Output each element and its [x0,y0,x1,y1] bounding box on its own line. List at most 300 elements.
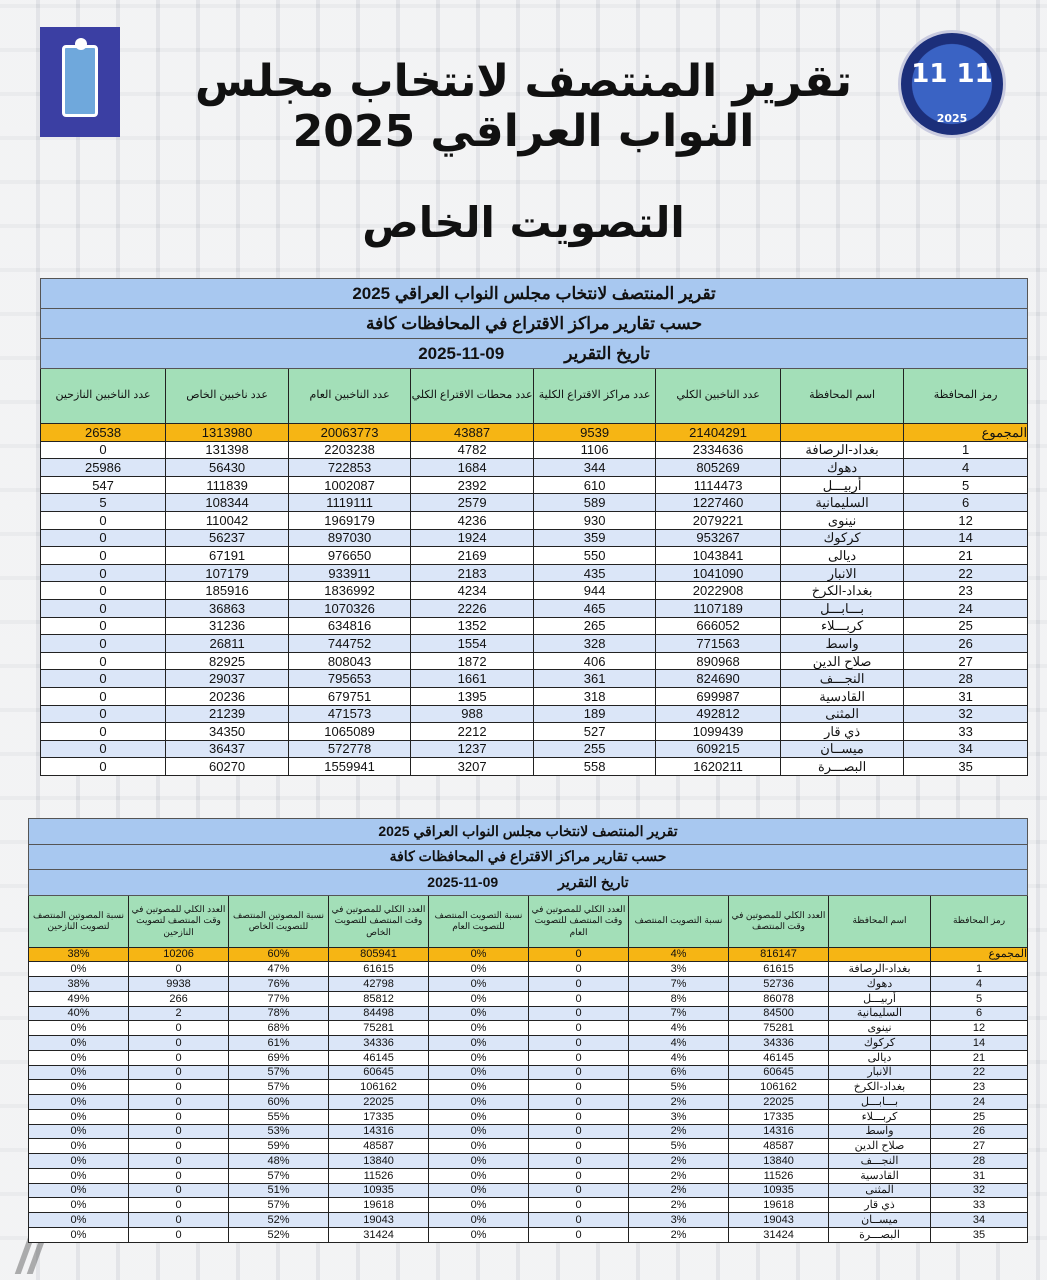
data-cell: 0% [29,1036,129,1051]
data-cell: 0% [429,1227,529,1242]
data-cell: 722853 [289,459,411,477]
data-cell: 890968 [656,652,781,670]
data-cell: 17335 [729,1109,829,1124]
province-code: 4 [931,977,1028,992]
data-cell: 1043841 [656,547,781,565]
table-row [41,582,1028,600]
data-cell: 0 [529,1109,629,1124]
data-cell: 0 [529,977,629,992]
table-subcaption: حسب تقارير مراكز الاقتراع في المحافظات كافة [29,844,1028,870]
province-name: بغداد-الكرخ [829,1080,931,1095]
data-cell: 56237 [166,529,289,547]
province-name: بـــابـــل [781,599,904,617]
total-value: 60% [229,947,329,962]
data-cell: 0 [529,1095,629,1110]
province-code: 34 [931,1213,1028,1228]
data-cell: 13840 [329,1154,429,1169]
table-row [29,1080,1028,1095]
data-cell: 5 [41,494,166,512]
data-cell: 57% [229,1198,329,1213]
province-name: الانبار [781,564,904,582]
data-cell: 0% [429,1109,529,1124]
province-code: 14 [931,1036,1028,1051]
data-cell: 56430 [166,459,289,477]
page-title-line2: النواب العراقي 2025 [292,106,755,157]
header-row [41,369,1028,424]
data-cell: 0 [41,758,166,776]
province-code: 35 [904,758,1028,776]
data-cell: 0% [429,1154,529,1169]
data-cell: 108344 [166,494,289,512]
data-cell: 34336 [729,1036,829,1051]
province-code: 21 [904,547,1028,565]
data-cell: 2022908 [656,582,781,600]
data-cell: 0% [29,1227,129,1242]
province-name: بغداد-الرصافة [781,441,904,459]
province-name: صلاح الدين [781,652,904,670]
data-cell: 61% [229,1036,329,1051]
province-code: 21 [931,1050,1028,1065]
data-cell: 4782 [411,441,534,459]
data-cell: 265 [534,617,656,635]
data-cell: 25986 [41,459,166,477]
province-code: 24 [931,1095,1028,1110]
data-cell: 31424 [329,1227,429,1242]
seal-year: 2025 [936,112,968,125]
data-cell: 36863 [166,599,289,617]
data-cell: 10935 [329,1183,429,1198]
data-cell: 0 [529,1198,629,1213]
data-cell: 527 [534,723,656,741]
column-header: العدد الكلي للمصوتين في وقت المنتصف [729,895,829,947]
column-header: رمز المحافظة [904,369,1028,424]
total-value: 4% [629,947,729,962]
total-row [29,947,1028,962]
data-cell: 634816 [289,617,411,635]
province-name: واسط [829,1124,931,1139]
data-cell: 1684 [411,459,534,477]
data-cell: 78% [229,1006,329,1021]
province-code: 27 [904,652,1028,670]
data-cell: 558 [534,758,656,776]
data-cell: 42798 [329,977,429,992]
data-cell: 4% [629,1021,729,1036]
data-cell: 34350 [166,723,289,741]
province-code: 5 [904,476,1028,494]
province-name: البصـــرة [829,1227,931,1242]
province-code: 26 [904,635,1028,653]
total-value: 43887 [411,424,534,442]
column-header: العدد الكلي للمصوتين في وقت المنتصف للتصويت العام [529,895,629,947]
table-row [29,1227,1028,1242]
table-row [41,635,1028,653]
turnout-table [28,818,1028,1243]
data-cell: 0 [41,582,166,600]
table-row [29,962,1028,977]
province-code: 32 [931,1183,1028,1198]
total-name-cell [781,424,904,442]
data-cell: 20236 [166,687,289,705]
total-row [41,424,1028,442]
data-cell: 0 [41,740,166,758]
data-cell: 22025 [729,1095,829,1110]
header-row [29,895,1028,947]
province-name: ذي قار [781,723,904,741]
data-cell: 19618 [729,1198,829,1213]
total-value: 0% [429,947,529,962]
page-title-line1: تقرير المنتصف لانتخاب مجلس [195,56,852,107]
data-cell: 0% [429,1213,529,1228]
table-row [41,547,1028,565]
data-cell: 11526 [329,1168,429,1183]
data-cell: 1352 [411,617,534,635]
data-cell: 1099439 [656,723,781,741]
table-row [41,459,1028,477]
province-name: ميســان [781,740,904,758]
data-cell: 0% [29,1021,129,1036]
data-cell: 930 [534,511,656,529]
province-name: كربـــلاء [829,1109,931,1124]
data-cell: 1559941 [289,758,411,776]
data-cell: 111839 [166,476,289,494]
data-cell: 0% [29,1065,129,1080]
province-code: 27 [931,1139,1028,1154]
data-cell: 359 [534,529,656,547]
data-cell: 106162 [729,1080,829,1095]
data-cell: 0 [129,1198,229,1213]
data-cell: 699987 [656,687,781,705]
province-name: نينوى [781,511,904,529]
column-header: عدد الناخبين النازحين [41,369,166,424]
data-cell: 953267 [656,529,781,547]
data-cell: 5% [629,1080,729,1095]
province-name: صلاح الدين [829,1139,931,1154]
table-row [29,1183,1028,1198]
data-cell: 824690 [656,670,781,688]
data-cell: 318 [534,687,656,705]
province-name: المثنى [781,705,904,723]
data-cell: 1119111 [289,494,411,512]
province-code: 22 [931,1065,1028,1080]
table-row [41,705,1028,723]
data-cell: 46145 [329,1050,429,1065]
data-cell: 13840 [729,1154,829,1169]
data-cell: 51% [229,1183,329,1198]
data-cell: 1107189 [656,599,781,617]
data-cell: 6% [629,1065,729,1080]
data-cell: 0% [29,1124,129,1139]
data-cell: 0% [429,1021,529,1036]
data-cell: 34336 [329,1036,429,1051]
total-value: 0 [529,947,629,962]
page-subtitle: التصويت الخاص [362,198,685,247]
data-cell: 0% [429,1006,529,1021]
data-cell: 4% [629,1050,729,1065]
data-cell: 38% [29,977,129,992]
province-code: 22 [904,564,1028,582]
date-label: تاريخ التقرير [558,873,629,890]
province-code: 23 [931,1080,1028,1095]
data-cell: 0 [41,687,166,705]
table-row [41,511,1028,529]
data-cell: 185916 [166,582,289,600]
column-header: نسبة التصويت المنتصف للتصويت العام [429,895,529,947]
data-cell: 0 [129,962,229,977]
data-cell: 0% [29,1213,129,1228]
table-row [29,1139,1028,1154]
column-header: عدد ناخبين الخاص [166,369,289,424]
data-cell: 107179 [166,564,289,582]
data-cell: 0% [29,1080,129,1095]
data-cell: 2% [629,1168,729,1183]
data-cell: 609215 [656,740,781,758]
column-header: عدد الناخبين الكلي [656,369,781,424]
province-name: السليمانية [829,1006,931,1021]
data-cell: 0% [429,1183,529,1198]
province-name: ميســان [829,1213,931,1228]
data-cell: 82925 [166,652,289,670]
data-cell: 988 [411,705,534,723]
data-cell: 744752 [289,635,411,653]
data-cell: 53% [229,1124,329,1139]
data-cell: 0 [129,1036,229,1051]
table-row [29,977,1028,992]
data-cell: 1924 [411,529,534,547]
data-cell: 0 [529,1021,629,1036]
report-date-bar [41,339,1028,369]
data-cell: 75281 [729,1021,829,1036]
data-cell: 2183 [411,564,534,582]
data-cell: 0% [29,1109,129,1124]
data-cell: 0 [529,962,629,977]
data-cell: 0% [29,1139,129,1154]
total-label: المجموع [904,424,1028,442]
province-name: بغداد-الكرخ [781,582,904,600]
data-cell: 26811 [166,635,289,653]
data-cell: 0 [41,670,166,688]
data-cell: 435 [534,564,656,582]
data-cell: 67191 [166,547,289,565]
data-cell: 406 [534,652,656,670]
data-cell: 0% [429,1198,529,1213]
data-cell: 0 [529,1065,629,1080]
table-row [41,617,1028,635]
data-cell: 679751 [289,687,411,705]
data-cell: 0 [529,1183,629,1198]
data-cell: 7% [629,1006,729,1021]
data-cell: 0 [129,1109,229,1124]
data-cell: 4236 [411,511,534,529]
data-cell: 0% [429,1080,529,1095]
data-cell: 22025 [329,1095,429,1110]
province-code: 26 [931,1124,1028,1139]
data-cell: 60270 [166,758,289,776]
column-header: رمز المحافظة [931,895,1028,947]
total-value: 38% [29,947,129,962]
data-cell: 0% [429,962,529,977]
total-value: 9539 [534,424,656,442]
data-cell: 131398 [166,441,289,459]
data-cell: 106162 [329,1080,429,1095]
province-code: 25 [904,617,1028,635]
province-code: 6 [904,494,1028,512]
data-cell: 76% [229,977,329,992]
data-cell: 0% [29,1168,129,1183]
table-row [41,599,1028,617]
data-cell: 9938 [129,977,229,992]
column-header: عدد محطات الاقتراع الكلي [411,369,534,424]
data-cell: 55% [229,1109,329,1124]
date-label: تاريخ التقرير [564,343,650,363]
data-cell: 0% [429,991,529,1006]
data-cell: 1872 [411,652,534,670]
table-row [29,1168,1028,1183]
data-cell: 589 [534,494,656,512]
data-cell: 0 [41,547,166,565]
data-cell: 11526 [729,1168,829,1183]
data-cell: 1969179 [289,511,411,529]
total-value: 26538 [41,424,166,442]
data-cell: 21239 [166,705,289,723]
data-cell: 897030 [289,529,411,547]
data-cell: 0 [41,599,166,617]
table-row [41,758,1028,776]
province-name: النجـــف [781,670,904,688]
data-cell: 77% [229,991,329,1006]
province-name: نينوى [829,1021,931,1036]
data-cell: 0 [529,1050,629,1065]
data-cell: 0% [429,1036,529,1051]
data-cell: 2% [629,1154,729,1169]
table-caption: تقرير المنتصف لانتخاب مجلس النواب العراقي 2025 [41,279,1028,309]
data-cell: 1237 [411,740,534,758]
data-cell: 0% [429,1065,529,1080]
total-value: 1313980 [166,424,289,442]
data-cell: 52% [229,1213,329,1228]
data-cell: 266 [129,991,229,1006]
data-cell: 0 [529,991,629,1006]
data-cell: 57% [229,1080,329,1095]
data-cell: 0 [41,635,166,653]
data-cell: 60645 [729,1065,829,1080]
data-cell: 1002087 [289,476,411,494]
data-cell: 2079221 [656,511,781,529]
column-header: نسبة التصويت المنتصف [629,895,729,947]
table-row [41,723,1028,741]
province-name: أربيـــل [829,991,931,1006]
data-cell: 10935 [729,1183,829,1198]
data-cell: 85812 [329,991,429,1006]
data-cell: 0 [529,1154,629,1169]
seal-numbers: 11 11 [911,59,993,89]
total-name-cell [829,947,931,962]
data-cell: 0% [429,1124,529,1139]
data-cell: 1070326 [289,599,411,617]
table-row [41,652,1028,670]
data-cell: 805269 [656,459,781,477]
data-cell: 0 [129,1154,229,1169]
total-value: 816147 [729,947,829,962]
data-cell: 0% [29,1050,129,1065]
total-label: المجموع [931,947,1028,962]
table-subcaption: حسب تقارير مراكز الاقتراع في المحافظات كافة [41,309,1028,339]
province-name: كركوك [829,1036,931,1051]
data-cell: 60645 [329,1065,429,1080]
data-cell: 0 [129,1095,229,1110]
data-cell: 0 [41,511,166,529]
report-date-bar [29,870,1028,896]
data-cell: 0 [129,1213,229,1228]
data-cell: 2169 [411,547,534,565]
data-cell: 0% [429,977,529,992]
province-code: 28 [931,1154,1028,1169]
data-cell: 0 [41,564,166,582]
data-cell: 48587 [729,1139,829,1154]
data-cell: 255 [534,740,656,758]
total-value: 21404291 [656,424,781,442]
province-name: كربـــلاء [781,617,904,635]
report-date: 2025-11-09 [427,873,499,890]
province-code: 35 [931,1227,1028,1242]
electorate-table [40,278,1028,776]
data-cell: 3207 [411,758,534,776]
table-row [29,1198,1028,1213]
data-cell: 36437 [166,740,289,758]
data-cell: 2392 [411,476,534,494]
data-cell: 0% [429,1168,529,1183]
province-code: 28 [904,670,1028,688]
data-cell: 361 [534,670,656,688]
data-cell: 14316 [329,1124,429,1139]
data-cell: 471573 [289,705,411,723]
data-cell: 2% [629,1095,729,1110]
total-value: 10206 [129,947,229,962]
data-cell: 84500 [729,1006,829,1021]
total-value: 805941 [329,947,429,962]
data-cell: 666052 [656,617,781,635]
data-cell: 29037 [166,670,289,688]
data-cell: 57% [229,1065,329,1080]
data-cell: 2212 [411,723,534,741]
data-cell: 550 [534,547,656,565]
data-cell: 2% [629,1227,729,1242]
data-cell: 976650 [289,547,411,565]
province-name: ذي قار [829,1198,931,1213]
province-name: أربيـــل [781,476,904,494]
province-code: 23 [904,582,1028,600]
data-cell: 5% [629,1139,729,1154]
data-cell: 1065089 [289,723,411,741]
data-cell: 344 [534,459,656,477]
data-cell: 40% [29,1006,129,1021]
table-row [41,529,1028,547]
data-cell: 0% [29,962,129,977]
province-code: 31 [904,687,1028,705]
data-cell: 0 [529,1168,629,1183]
data-cell: 2% [629,1124,729,1139]
table-row [29,1065,1028,1080]
province-name: المثنى [829,1183,931,1198]
data-cell: 465 [534,599,656,617]
data-cell: 47% [229,962,329,977]
province-name: ديالى [781,547,904,565]
data-cell: 0 [529,1080,629,1095]
table-row [29,1036,1028,1051]
data-cell: 2% [629,1183,729,1198]
data-cell: 0 [41,529,166,547]
data-cell: 1554 [411,635,534,653]
data-cell: 0% [29,1095,129,1110]
